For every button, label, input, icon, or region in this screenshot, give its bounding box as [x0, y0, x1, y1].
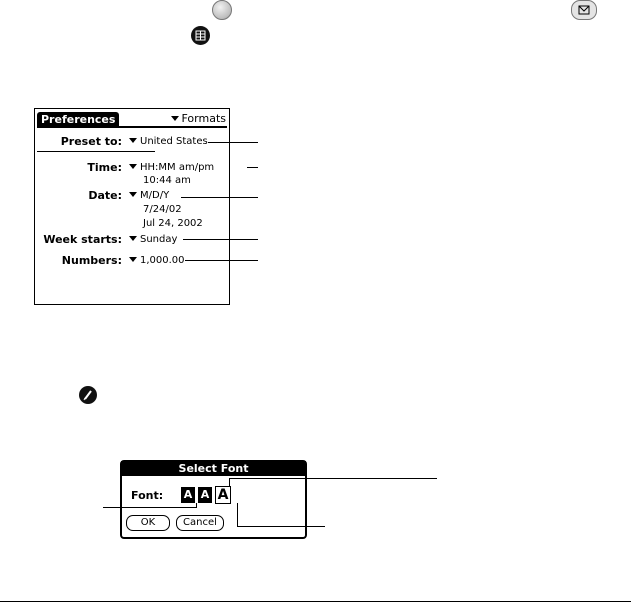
preferences-title: Preferences	[37, 112, 119, 127]
date-dropdown[interactable]	[129, 189, 169, 202]
date-example-long: Jul 24, 2002	[143, 218, 203, 229]
select-font-dialog	[120, 460, 307, 539]
dropdown-triangle-icon	[129, 138, 137, 143]
callout-line-large-font-vertical	[237, 503, 238, 526]
dropdown-triangle-icon	[129, 236, 137, 241]
preferences-screen	[34, 108, 230, 305]
preset-label: Preset to:	[60, 135, 122, 148]
dialog-title: Select Font	[121, 461, 306, 476]
font-option-large[interactable]: A	[215, 486, 231, 504]
callout-line-time	[247, 167, 258, 168]
time-example: 10:44 am	[143, 175, 191, 186]
cancel-button[interactable]: Cancel	[176, 515, 224, 531]
time-dropdown[interactable]	[129, 161, 214, 174]
grid-icon	[191, 26, 210, 45]
callout-line-small-font	[103, 507, 196, 508]
preset-dropdown[interactable]	[129, 135, 208, 148]
date-example-short: 7/24/02	[143, 204, 182, 215]
mail-icon	[571, 0, 597, 20]
pencil-icon	[79, 386, 97, 404]
category-dropdown[interactable]	[171, 112, 227, 125]
page-bottom-rule	[0, 601, 631, 602]
numbers-value: 1,000.00	[140, 255, 185, 266]
title-rule	[37, 126, 227, 128]
font-label: Font:	[131, 489, 164, 502]
callout-line-bold-font-vertical	[229, 478, 230, 486]
dropdown-triangle-icon	[129, 164, 137, 169]
callout-line-date	[181, 197, 258, 198]
callout-line-bold-font	[229, 478, 437, 479]
callout-line-week	[183, 239, 258, 240]
dropdown-triangle-icon	[129, 257, 137, 262]
time-value: HH:MM am/pm	[140, 162, 215, 173]
week-starts-value: Sunday	[140, 234, 178, 245]
date-label: Date:	[88, 189, 122, 202]
callout-line-small-font-vertical	[196, 503, 197, 508]
week-starts-dropdown[interactable]	[129, 233, 177, 246]
category-dropdown-label: Formats	[181, 112, 226, 125]
week-starts-label: Week starts:	[43, 233, 122, 246]
callout-line-preset	[208, 142, 258, 143]
separator	[37, 151, 155, 152]
circle-icon	[212, 0, 232, 20]
font-option-small[interactable]: A	[181, 487, 195, 503]
callout-line-large-font	[237, 526, 325, 527]
ok-button[interactable]: OK	[126, 515, 170, 531]
numbers-label: Numbers:	[61, 254, 122, 267]
font-option-bold[interactable]: A	[198, 487, 212, 503]
dropdown-triangle-icon	[129, 192, 137, 197]
time-label: Time:	[87, 161, 122, 174]
dropdown-triangle-icon	[171, 116, 179, 121]
envelope-glyph	[572, 1, 596, 19]
numbers-dropdown[interactable]	[129, 254, 185, 267]
callout-line-numbers	[185, 260, 258, 261]
preset-value: United States	[140, 136, 208, 147]
date-value: M/D/Y	[140, 190, 170, 201]
